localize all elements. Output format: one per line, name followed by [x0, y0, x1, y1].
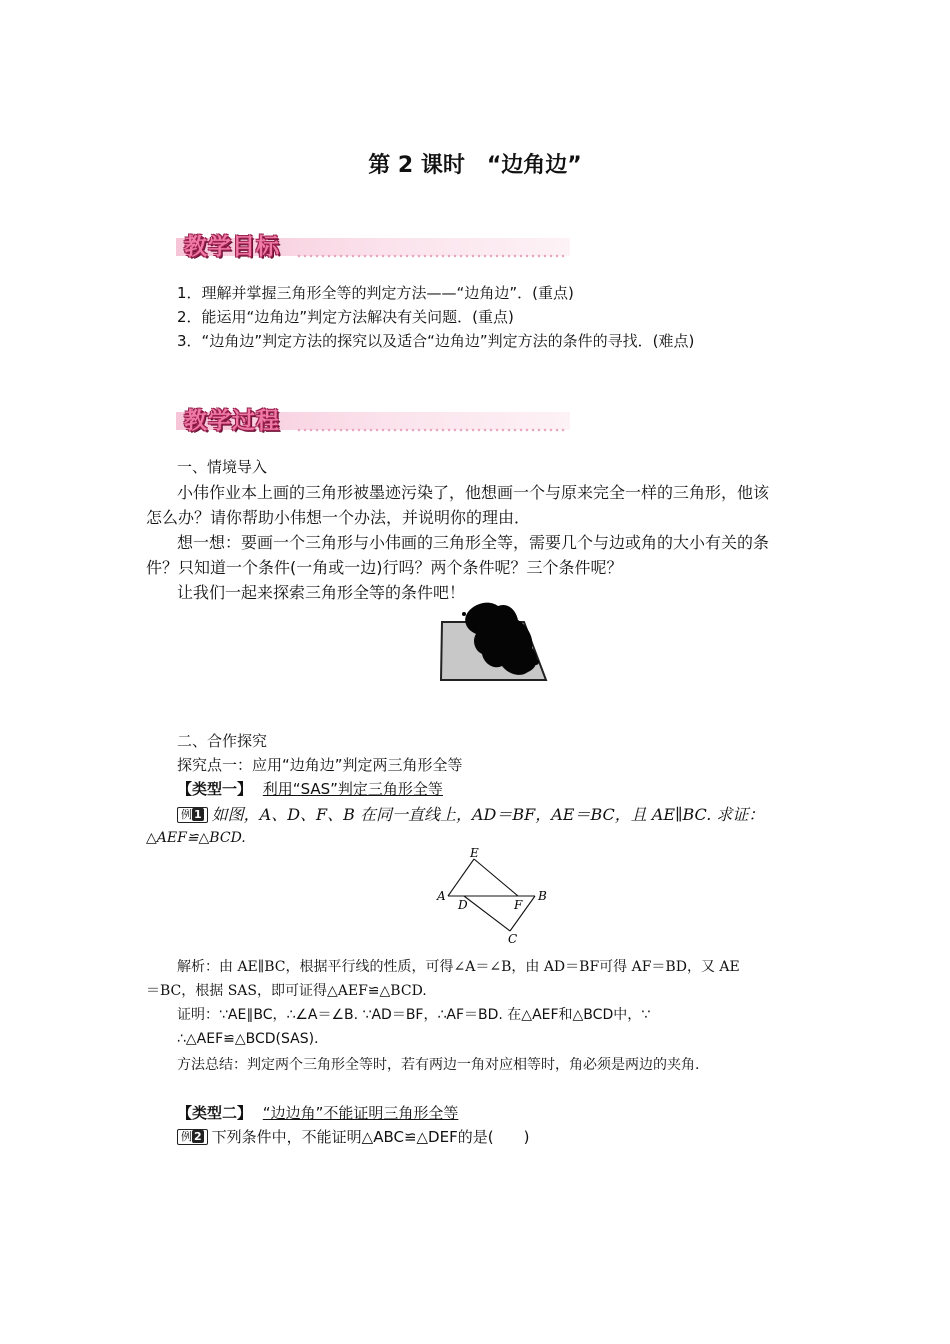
part2-heading: 二、合作探究 [177, 732, 268, 750]
banner-label: 教学目标 [184, 234, 280, 260]
explore-point-1: 探究点一：应用“边角边”判定两三角形全等 [177, 756, 463, 774]
example-badge-1: 例 1 [177, 807, 208, 823]
proof-line1: 证明：∵AE∥BC，∴∠A＝∠B. ∵AD＝BF，∴AF＝BD. 在△AEF和△BCD中，∵ [177, 1007, 651, 1023]
analysis-line2: ＝BC，根据 SAS，即可证得△AEF≌△BCD. [146, 983, 427, 999]
part1-heading: 一、情境导入 [177, 458, 268, 476]
segment-EF [474, 859, 518, 896]
segment-DC [464, 896, 510, 931]
type2-label: 【类型二】 [177, 1104, 253, 1122]
goal-item-2: 2．能运用“边角边”判定方法解决有关问题．(重点) [177, 308, 514, 326]
goal-item-3: 3．“边角边”判定方法的探究以及适合“边角边”判定方法的条件的寻找．(难点) [177, 332, 695, 350]
label-C: C [508, 932, 518, 945]
segment-AE [448, 859, 474, 896]
goal-item-1: 1．理解并掌握三角形全等的判定方法——“边角边”．(重点) [177, 284, 574, 302]
type2-title: “边边角”不能证明三角形全等 [262, 1104, 459, 1122]
example1-line1 [177, 802, 764, 825]
geometry-figure [430, 845, 555, 945]
banner-dots [296, 254, 566, 258]
label-E: E [470, 846, 479, 860]
label-D: D [458, 898, 468, 912]
type2-line [177, 1102, 458, 1123]
page-title: 第 2 课时 “边角边” [368, 153, 582, 178]
section-banner-teaching-process [176, 402, 570, 436]
para1-line1: 小伟作业本上画的三角形被墨迹污染了，他想画一个与原来完全一样的三角形，他该 [177, 483, 770, 502]
section-banner-teaching-goals [176, 228, 570, 262]
proof-line2: ∴△AEF≌△BCD(SAS)． [177, 1031, 329, 1047]
para3: 让我们一起来探索三角形全等的条件吧！ [177, 583, 466, 602]
example1-text: 如图，A、D、F、B 在同一直线上，AD＝BF，AE＝BC，且 AE∥BC. 求证： [211, 805, 765, 824]
example1-line2: △AEF≌△BCD. [146, 830, 246, 846]
para2-line1: 想一想：要画一个三角形与小伟画的三角形全等，需要几个与边或角的大小有关的条 [177, 533, 770, 552]
label-F: F [514, 898, 523, 912]
type1-label: 【类型一】 [177, 780, 253, 798]
method-summary: 方法总结：判定两个三角形全等时，若有两边一角对应相等时，角必须是两边的夹角. [177, 1057, 700, 1073]
para2-line2: 件？只知道一个条件(一角或一边)行吗？两个条件呢？三个条件呢？ [146, 558, 623, 577]
type1-line [177, 778, 443, 799]
banner-dots [296, 428, 566, 432]
example2-text: 下列条件中，不能证明△ABC≌△DEF的是( ) [211, 1128, 530, 1146]
label-B: B [538, 889, 547, 903]
banner-label: 教学过程 [184, 408, 280, 434]
para1-line2: 怎么办？请你帮助小伟想一个办法，并说明你的理由． [146, 508, 531, 527]
ink-stained-triangle-image [438, 600, 548, 684]
example2-line [177, 1126, 529, 1147]
label-A: A [437, 889, 446, 903]
type1-title: 利用“SAS”判定三角形全等 [262, 780, 443, 798]
analysis-line1: 解析：由 AE∥BC，根据平行线的性质，可得∠A＝∠B，由 AD＝BF可得 AF＝BD，又 AE [177, 959, 740, 975]
example-badge-2: 例 2 [177, 1129, 208, 1145]
